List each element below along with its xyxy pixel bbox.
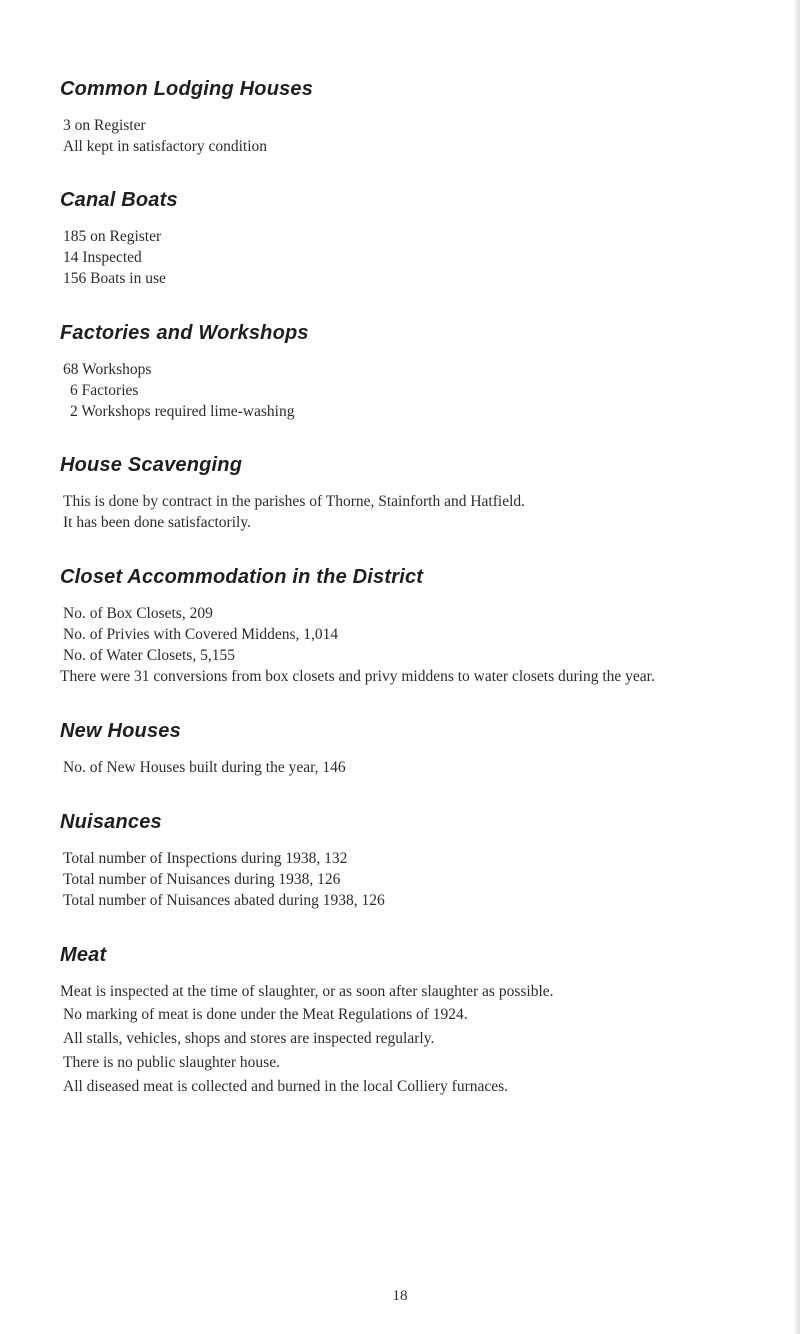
text-line: 156 Boats in use: [63, 270, 166, 287]
text-line: Total number of Nuisances during 1938, 126: [63, 871, 341, 888]
text-line: It has been done satisfactorily.: [63, 514, 251, 531]
section-lodging: [60, 78, 740, 157]
text-line: All stalls, vehicles, shops and stores are inspected regularly.: [63, 1030, 435, 1047]
section-heading: Factories and Workshops: [60, 322, 309, 344]
text-line: 14 Inspected: [63, 249, 142, 266]
section-heading: Meat: [60, 944, 107, 966]
section-heading: House Scavenging: [60, 454, 243, 476]
section-heading: New Houses: [60, 720, 181, 742]
section-closet: [60, 566, 740, 687]
text-line: 185 on Register: [63, 228, 162, 245]
text-line: Total number of Nuisances abated during 1938, 126: [63, 892, 385, 909]
section-scavenging: [60, 454, 740, 533]
text-line: There is no public slaughter house.: [63, 1054, 280, 1071]
text-line: 68 Workshops: [63, 361, 152, 378]
text-line: No marking of meat is done under the Meat Regulations of 1924.: [63, 1006, 468, 1023]
section-nuisances: [60, 811, 740, 911]
text-line: Total number of Inspections during 1938, 132: [63, 850, 348, 867]
text-line: No. of Box Closets, 209: [63, 605, 213, 622]
text-line: No. of New Houses built during the year, 146: [63, 759, 346, 776]
section-newhouses: [60, 720, 740, 778]
section-canal: [60, 189, 740, 289]
text-line: No. of Water Closets, 5,155: [63, 647, 235, 664]
section-heading: Common Lodging Houses: [60, 78, 314, 100]
text-line: 6 Factories: [70, 382, 139, 399]
section-heading: Closet Accommodation in the District: [60, 566, 424, 588]
page-number: 18: [392, 1288, 408, 1304]
text-line: No. of Privies with Covered Middens, 1,014: [63, 626, 339, 643]
section-heading: Canal Boats: [60, 189, 178, 211]
document-page: [60, 78, 740, 1097]
text-line: 2 Workshops required lime-washing: [70, 403, 295, 420]
text-line: All diseased meat is collected and burned in the local Colliery furnaces.: [63, 1078, 509, 1095]
text-paragraph: There were 31 conversions from box closets and privy middens to water closets during the year.: [60, 668, 655, 685]
section-meat: [60, 944, 740, 1097]
page-edge-shadow: [792, 0, 800, 1334]
text-line: This is done by contract in the parishes of Thorne, Stainforth and Hatfield.: [63, 493, 526, 510]
text-line: All kept in satisfactory condition: [63, 138, 268, 155]
section-factories: [60, 322, 740, 422]
text-paragraph: Meat is inspected at the time of slaughter, or as soon after slaughter as possible.: [60, 983, 554, 1000]
section-heading: Nuisances: [60, 811, 162, 833]
text-line: 3 on Register: [63, 117, 146, 134]
